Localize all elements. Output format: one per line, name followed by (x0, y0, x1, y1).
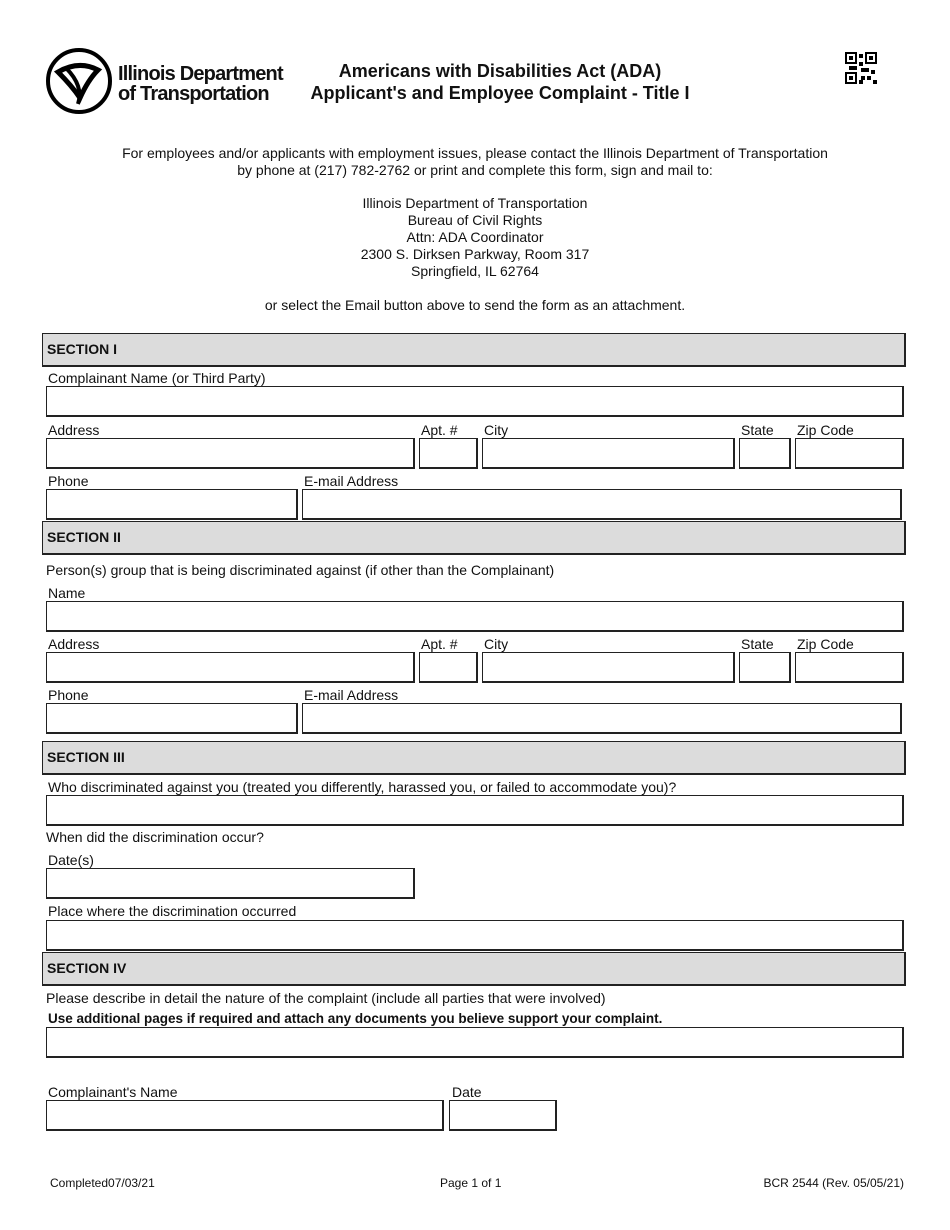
complainant-name-label: Complainant Name (or Third Party) (48, 370, 266, 386)
section-2-header: SECTION II (42, 521, 906, 555)
signer-name-label: Complainant's Name (48, 1084, 178, 1100)
city-field[interactable] (482, 438, 735, 469)
state-label: State (741, 636, 774, 652)
logo-line-1: Illinois Department (118, 63, 283, 85)
when-label: When did the discrimination occur? (46, 829, 264, 845)
group-phone-field[interactable] (46, 703, 298, 734)
zip-field[interactable] (795, 438, 904, 469)
mail-address-line: Springfield, IL 62764 (411, 263, 539, 279)
complaint-description-field[interactable] (46, 1027, 904, 1058)
email-field[interactable] (302, 489, 902, 520)
title-line-1: Americans with Disabilities Act (ADA) (338, 61, 662, 81)
describe-label: Please describe in detail the nature of the complaint (include all parties that were involved) (46, 990, 606, 1006)
intro-line-1: For employees and/or applicants with employment issues, please contact the Illinois Department of Transportation (122, 145, 828, 161)
idot-emblem-icon (44, 46, 114, 116)
section-1-header: SECTION I (42, 333, 906, 367)
place-label: Place where the discrimination occurred (48, 903, 297, 919)
address-label: Address (48, 422, 100, 438)
title-line-2: Applicant's and Employee Complaint - Title I (310, 83, 690, 103)
complainant-signature-name-field[interactable] (46, 1100, 444, 1131)
zip-label: Zip Code (797, 636, 854, 652)
email-label: E-mail Address (304, 473, 399, 489)
form-id: BCR 2544 (Rev. 05/05/21) (763, 1176, 904, 1190)
group-email-field[interactable] (302, 703, 902, 734)
date-field[interactable] (449, 1100, 557, 1131)
section-3-header: SECTION III (42, 741, 906, 775)
mail-address-line: Attn: ADA Coordinator (406, 229, 544, 245)
apt-label: Apt. # (421, 422, 458, 438)
who-discriminated-label: Who discriminated against you (treated you differently, harassed you, or failed to accommodate you)? (48, 779, 677, 795)
logo-line-2: of Transportation (118, 83, 269, 105)
phone-field[interactable] (46, 489, 298, 520)
additional-pages-note: Use additional pages if required and attach any documents you believe support your complaint. (48, 1011, 663, 1026)
apt-field[interactable] (419, 438, 478, 469)
apt-label: Apt. # (421, 636, 458, 652)
section-2-intro: Person(s) group that is being discriminated against (if other than the Complainant) (46, 562, 555, 578)
mail-address-line: 2300 S. Dirksen Parkway, Room 317 (360, 246, 590, 262)
city-label: City (484, 422, 509, 438)
qr-code-icon (845, 52, 877, 84)
address-field[interactable] (46, 438, 415, 469)
name-label: Name (48, 585, 86, 601)
page-number: Page 1 of 1 (440, 1176, 502, 1190)
state-label: State (741, 422, 774, 438)
zip-label: Zip Code (797, 422, 854, 438)
group-apt-field[interactable] (419, 652, 478, 683)
phone-label: Phone (48, 687, 89, 703)
place-field[interactable] (46, 920, 904, 951)
email-label: E-mail Address (304, 687, 399, 703)
group-state-field[interactable] (739, 652, 791, 683)
address-label: Address (48, 636, 100, 652)
form-title (300, 60, 700, 104)
date-label: Date (452, 1084, 482, 1100)
dates-field[interactable] (46, 868, 415, 899)
phone-label: Phone (48, 473, 89, 489)
completed-date: Completed07/03/21 (50, 1176, 155, 1190)
group-address-field[interactable] (46, 652, 415, 683)
state-field[interactable] (739, 438, 791, 469)
group-city-field[interactable] (482, 652, 735, 683)
city-label: City (484, 636, 509, 652)
dates-label: Date(s) (48, 852, 94, 868)
logo-text (118, 64, 283, 104)
complainant-name-field[interactable] (46, 386, 904, 417)
who-discriminated-field[interactable] (46, 795, 904, 826)
mail-address-line: Bureau of Civil Rights (407, 212, 543, 228)
mail-address-line: Illinois Department of Transportation (362, 195, 588, 211)
email-note: or select the Email button above to send the form as an attachment. (264, 297, 686, 313)
group-name-field[interactable] (46, 601, 904, 632)
group-zip-field[interactable] (795, 652, 904, 683)
intro-line-2: by phone at (217) 782-2762 or print and complete this form, sign and mail to: (237, 162, 713, 178)
section-4-header: SECTION IV (42, 952, 906, 986)
